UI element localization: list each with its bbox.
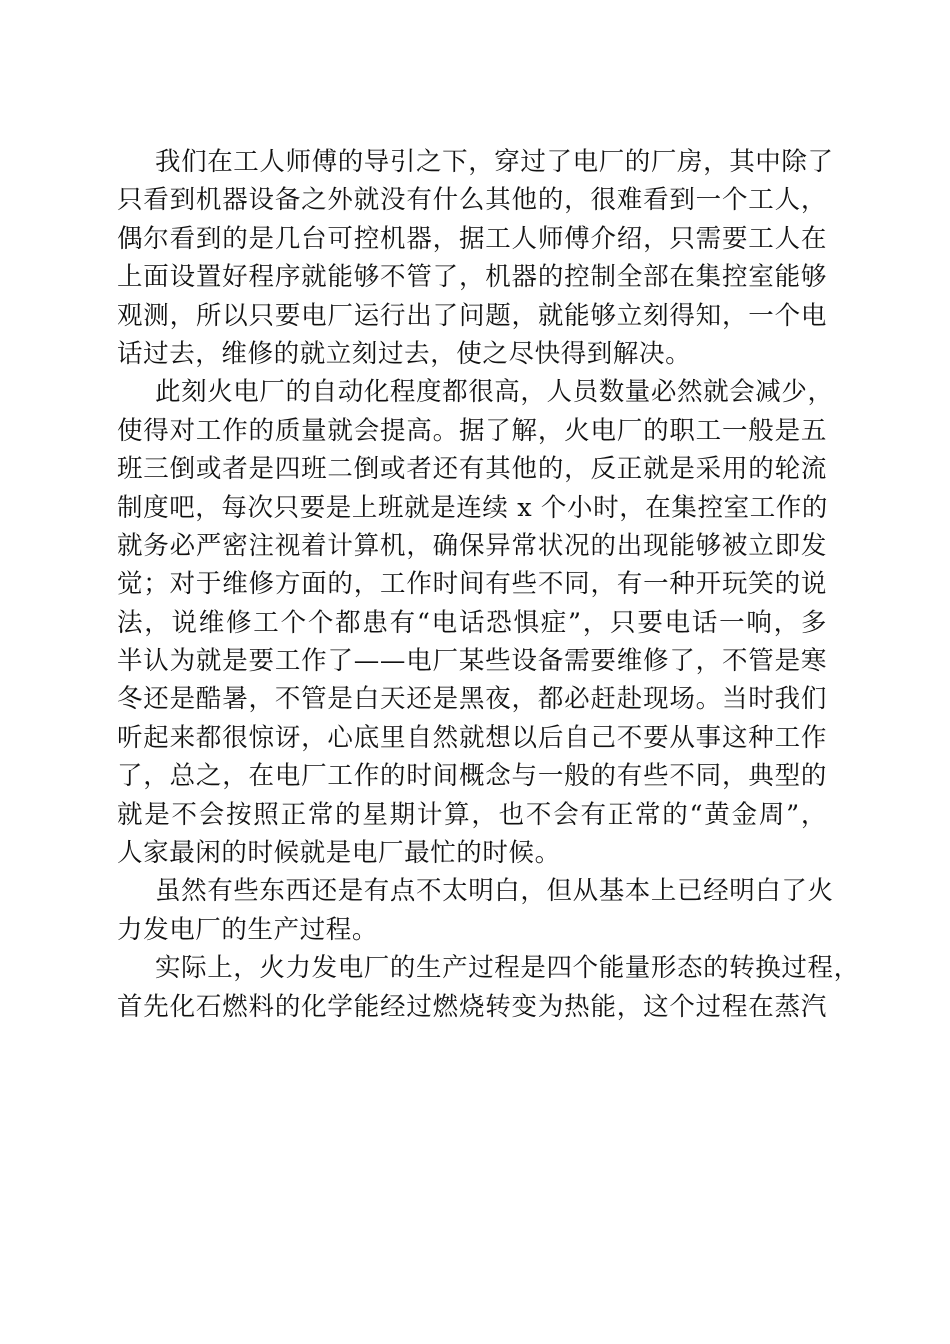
text-line: 冬还是酷暑，不管是白天还是黑夜，都必赶赴现场。当时我们	[117, 684, 827, 715]
text-line: 观测，所以只要电厂运行出了问题，就能够立刻得知，一个电	[117, 300, 827, 331]
text-line: 虽然有些东西还是有点不太明白，但从基本上已经明白了火	[155, 876, 834, 907]
text-line: 力发电厂的生产过程。	[117, 914, 379, 945]
text-line: 话过去，维修的就立刻过去，使之尽快得到解决。	[117, 338, 692, 369]
text-line: 上面设置好程序就能够不管了，机器的控制全部在集控室能够	[117, 262, 827, 293]
text-line: 我们在工人师傅的导引之下，穿过了电厂的厂房，其中除了	[155, 147, 834, 177]
text-line: 使得对工作的质量就会提高。据了解，火电厂的职工一般是五	[117, 415, 827, 446]
text-line: 半认为就是要工作了——电厂某些设备需要维修了，不管是寒	[117, 646, 827, 677]
text-line: 只看到机器设备之外就没有什么其他的，很难看到一个工人，	[117, 185, 827, 216]
text-line: 听起来都很惊讶，心底里自然就想以后自己不要从事这种工作	[117, 722, 827, 753]
text-line: 法，说维修工个个都患有“电话恐惧症”，只要电话一响，多	[117, 607, 827, 638]
text-line: 首先化石燃料的化学能经过燃烧转变为热能，这个过程在蒸汽	[117, 991, 827, 1022]
text-line: 制度吧，每次只要是上班就是连续 x 个小时，在集控室工作的	[117, 492, 828, 523]
text-line: 了，总之，在电厂工作的时间概念与一般的有些不同，典型的	[117, 761, 827, 792]
text-line: 就务必严密注视着计算机，确保异常状况的出现能够被立即发	[117, 530, 827, 561]
text-line: 班三倒或者是四班二倒或者还有其他的，反正就是采用的轮流	[117, 454, 827, 485]
text-line: 觉；对于维修方面的，工作时间有些不同，有一种开玩笑的说	[117, 569, 827, 600]
text-line: 就是不会按照正常的星期计算，也不会有正常的“黄金周”，	[117, 799, 827, 830]
text-line: 人家最闲的时候就是电厂最忙的时候。	[117, 838, 561, 869]
text-line: 偶尔看到的是几台可控机器，据工人师傅介绍，只需要工人在	[117, 223, 827, 254]
body-text	[117, 143, 860, 1026]
text-line: 此刻火电厂的自动化程度都很高，人员数量必然就会减少，	[155, 377, 834, 408]
text-line: 实际上，火力发电厂的生产过程是四个能量形态的转换过程，	[155, 953, 860, 984]
